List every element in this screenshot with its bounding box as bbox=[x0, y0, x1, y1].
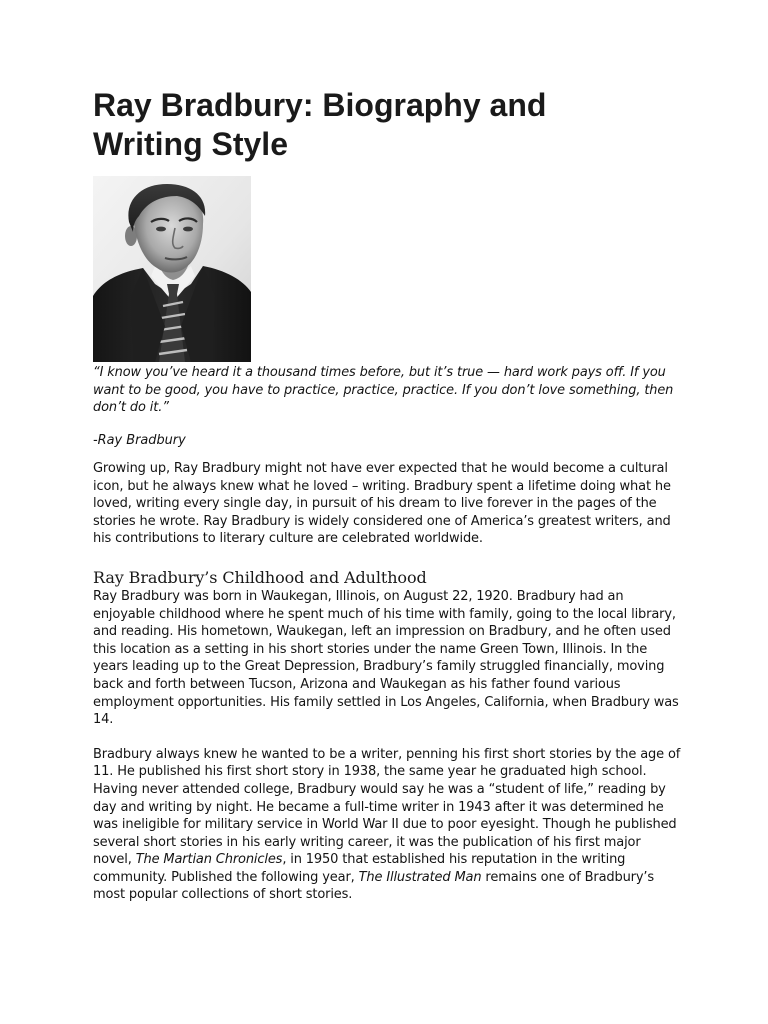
career-text-part-1: Bradbury always knew he wanted to be a writer, penning his first short stories by the age of 11. He published his first short story in 1938, the same year he graduated high school. Having never attended college, Bradbury would say he was a “student of life,” reading by day and writing by night. He became a full-time writer in 1943 after it was determined he was ineligible for military service in World War II due to poor eyesight. Though he published several short stories in his early writing career, it was the publication of his first major novel, bbox=[93, 746, 681, 868]
intro-paragraph: Growing up, Ray Bradbury might not have ever expected that he would become a cultural icon, but he always knew what he loved – writing. Bradbury spent a lifetime doing what he loved, writing every single day, in pursuit of his dream to live forever in the pages of the stories he wrote. Ray Bradbury is widely considered one of America’s greatest writers, and his contributions to literary culture are celebrated worldwide. bbox=[93, 461, 671, 547]
document-page bbox=[93, 86, 683, 904]
section-heading-childhood: Ray Bradbury’s Childhood and Adulthood bbox=[93, 567, 427, 587]
portrait-photo bbox=[93, 176, 251, 362]
quote-attribution: -Ray Bradbury bbox=[93, 432, 186, 448]
career-text-part-3: remains one of Bradbury’s most popular collections of short stories. bbox=[93, 869, 655, 903]
document-title bbox=[93, 86, 683, 164]
quote-text: “I know you’ve heard it a thousand times before, but it’s true — hard work pays off. If you want to be good, you have to practice, practice, practice. If you don’t love something, then don’t do it.” bbox=[93, 365, 674, 415]
career-paragraph bbox=[93, 746, 683, 904]
title-line-2: Writing Style bbox=[93, 126, 288, 162]
career-text-part-2: , in 1950 that established his reputation in the writing community. Published the following year, bbox=[93, 852, 626, 885]
childhood-paragraph: Ray Bradbury was born in Waukegan, Illinois, on August 22, 1920. Bradbury had an enjoyable childhood where he spent much of his time with family, going to the local library, and reading. His hometown, Waukegan, left an impression on Bradbury, and he often used this location as a setting in his short stories under the name Green Town, Illinois. In the years leading up to the Great Depression, Bradbury’s family struggled financially, moving back and forth between Tucson, Arizona and Waukegan as his father found various employment opportunities. His family settled in Los Angeles, California, when Bradbury was 14. bbox=[93, 588, 679, 728]
title-line-1: Ray Bradbury: Biography and bbox=[93, 87, 547, 123]
book-title-illustrated-man: The Illustrated Man bbox=[358, 869, 482, 885]
book-title-martian-chronicles: The Martian Chronicles bbox=[135, 852, 283, 868]
